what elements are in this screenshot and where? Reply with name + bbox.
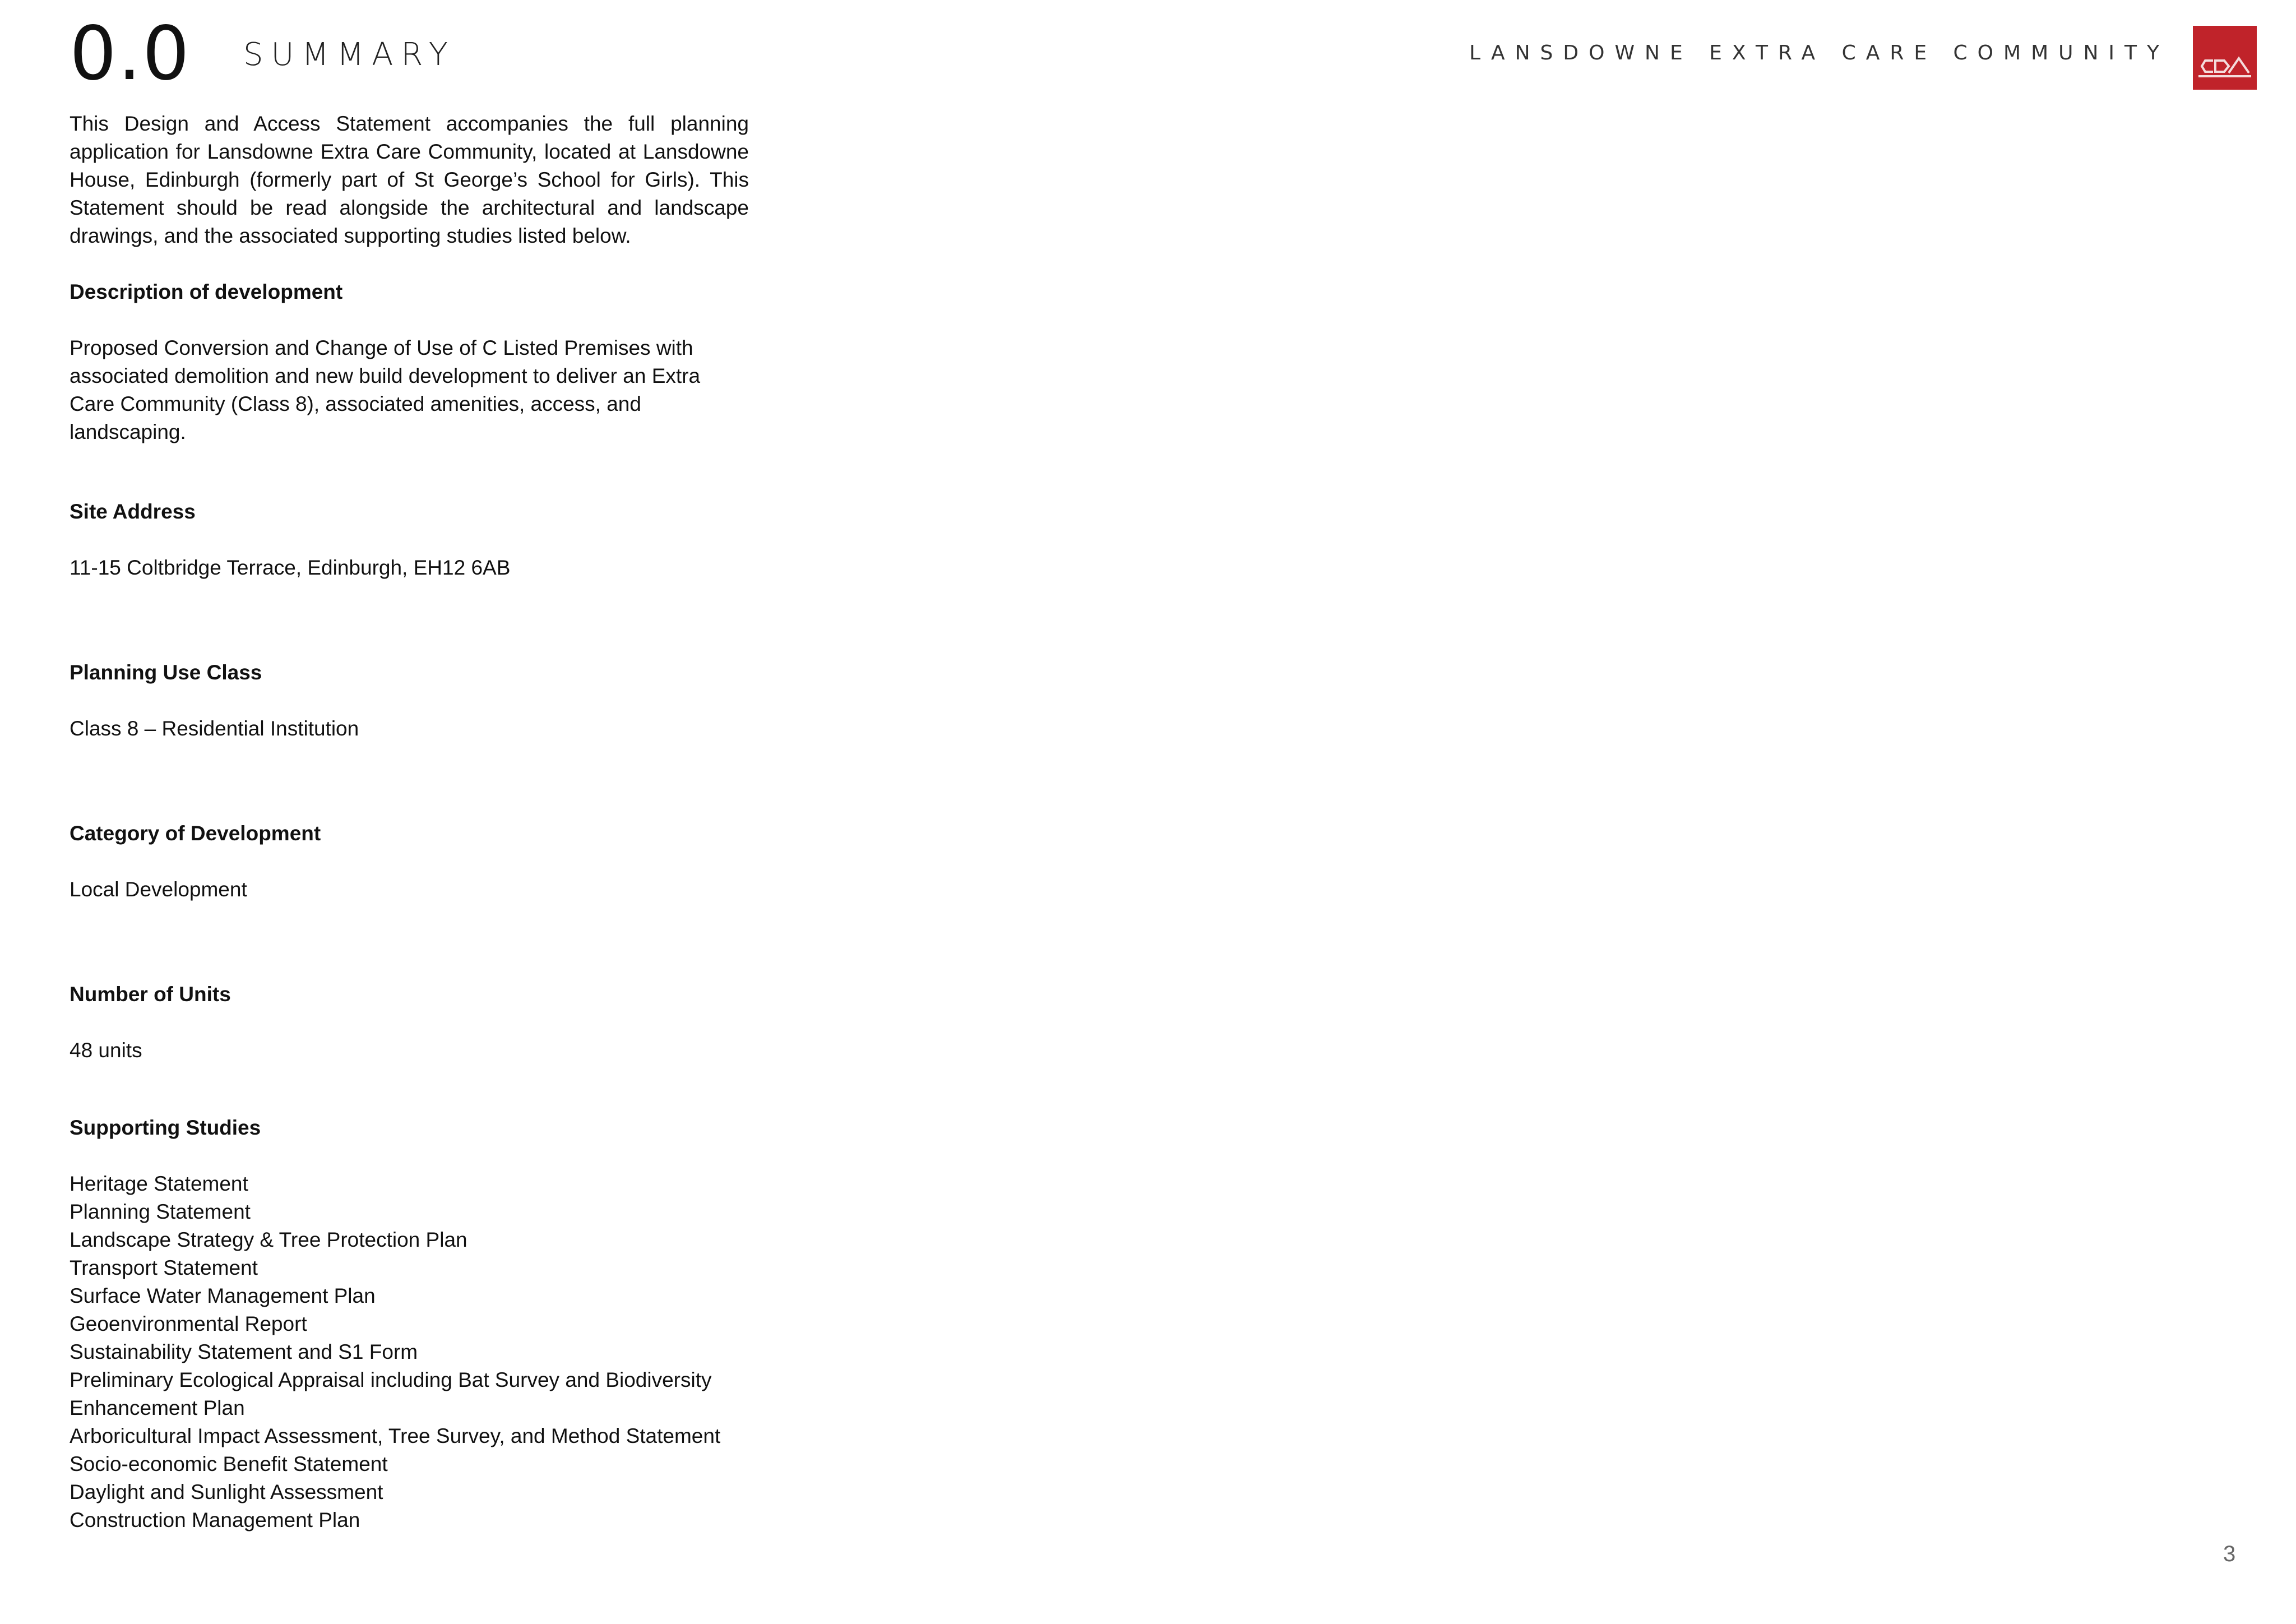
intro-paragraph: This Design and Access Statement accompanies the full planning application for Lansdowne Extra Care Community, located at Lansdowne House, Edinburgh (formerly part of St George’s School for Girls). This Statement should be read alongside the architectural and landscape drawings, and the associated supporting studies listed below. [70,112,749,247]
supporting-studies-list [70,1170,749,1534]
list-item: Preliminary Ecological Appraisal including Bat Survey and Biodiversity [70,1368,712,1391]
section-number: 0.0 [70,11,191,97]
list-item: Construction Management Plan [70,1509,360,1532]
project-title: LANSDOWNE EXTRA CARE COMMUNITY [1469,41,2169,64]
logo [2193,26,2257,90]
page-number: 3 [2223,1542,2236,1566]
use-class-text: Class 8 – Residential Institution [70,717,359,740]
description-heading: Description of development [70,280,343,303]
list-item: Sustainability Statement and S1 Form [70,1340,418,1363]
category-heading: Category of Development [70,822,321,845]
list-item: Enhancement Plan [70,1396,245,1419]
list-item: Socio-economic Benefit Statement [70,1452,388,1475]
site-address-heading: Site Address [70,500,196,523]
supporting-studies-heading: Supporting Studies [70,1116,261,1139]
list-item: Surface Water Management Plan [70,1284,376,1307]
summary-content [70,110,749,1534]
cda-logo-icon [2193,26,2257,90]
category-text: Local Development [70,878,247,901]
list-item: Transport Statement [70,1256,258,1279]
section-title: SUMMARY [243,36,456,73]
use-class-heading: Planning Use Class [70,661,262,684]
list-item: Planning Statement [70,1200,251,1223]
description-text: Proposed Conversion and Change of Use of C Listed Premises with associated demolition and new build development to deliver an Extra Care Community (Class 8), associated amenities, access, and landscaping. [70,336,701,443]
list-item: Heritage Statement [70,1172,248,1195]
units-text: 48 units [70,1039,142,1062]
list-item: Landscape Strategy & Tree Protection Plan [70,1228,467,1251]
site-address-text: 11-15 Coltbridge Terrace, Edinburgh, EH12 6AB [70,556,511,579]
list-item: Geoenvironmental Report [70,1312,307,1335]
units-heading: Number of Units [70,983,231,1006]
list-item: Daylight and Sunlight Assessment [70,1480,383,1503]
list-item: Arboricultural Impact Assessment, Tree Survey, and Method Statement [70,1424,721,1447]
